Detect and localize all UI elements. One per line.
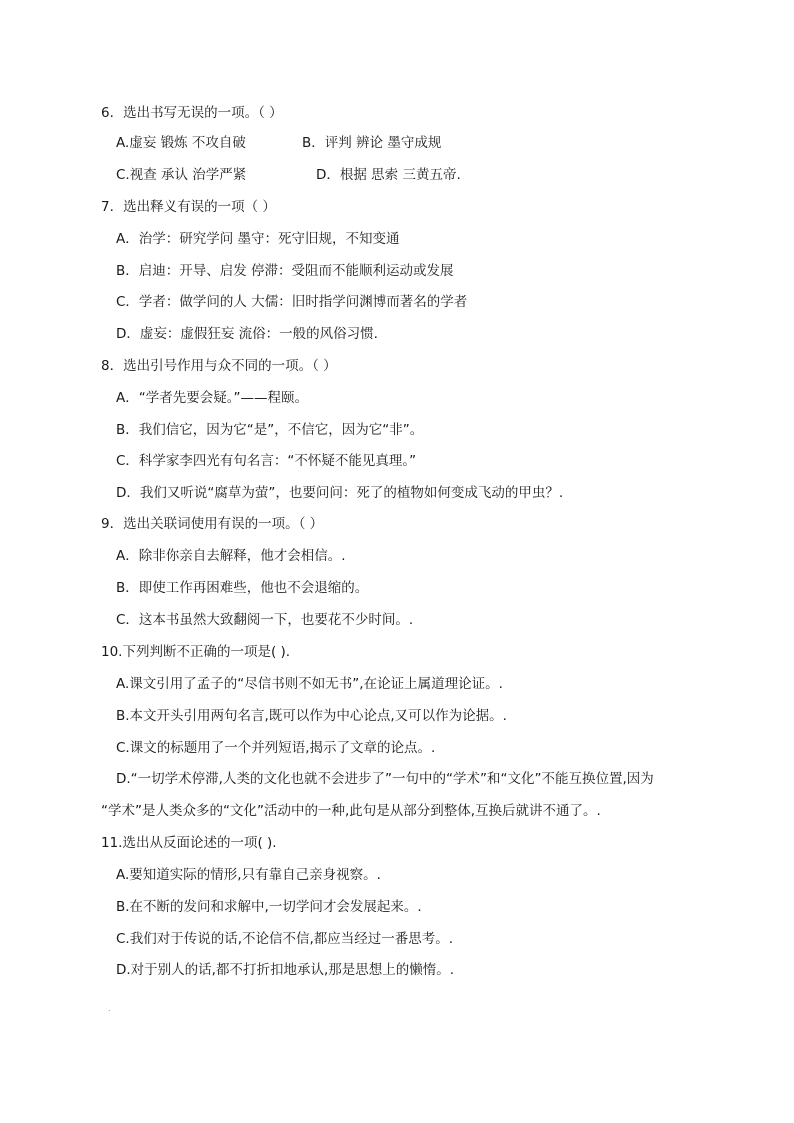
question-8-option-a: A．“学者先要会疑。”——程颐。: [116, 390, 308, 406]
question-10-stem: 10.下列判断不正确的一项是( ).: [101, 644, 291, 660]
question-6-option-a: A.虚妄 锻炼 不攻自破: [116, 135, 246, 151]
question-7-option-b: B．启迪：开导、启发 停滞：受阻而不能顺利运动或发展: [116, 263, 454, 279]
footer-mark: .: [108, 1004, 111, 1013]
question-11-stem: 11.选出从反面论述的一项( ).: [101, 835, 277, 851]
question-11-option-c: C.我们对于传说的话,不论信不信,都应当经过一番思考。.: [116, 931, 454, 947]
question-6-option-d: D．根据 思索 三黄五帝.: [316, 167, 461, 183]
question-6-option-b: B．评判 辨论 墨守成规: [302, 135, 442, 151]
question-8-option-c: C．科学家李四光有句名言：“不怀疑不能见真理。”: [116, 453, 417, 469]
question-9-option-a: A．除非你亲自去解释，他才会相信。.: [116, 548, 346, 564]
question-11-option-d: D.对于别人的话,都不打折扣地承认,那是思想上的懒惰。.: [116, 962, 455, 978]
question-7-option-c: C．学者：做学问的人 大儒：旧时指学问渊博而著名的学者: [116, 294, 468, 310]
question-7-stem: 7．选出释义有误的一项（ ）: [101, 199, 276, 215]
question-6-stem: 6．选出书写无误的一项。（ ）: [101, 105, 283, 121]
question-10-option-b: B.本文开头引用两句名言,既可以作为中心论点,又可以作为论据。.: [116, 708, 507, 724]
question-11-option-b: B.在不断的发问和求解中,一切学问才会发展起来。.: [116, 899, 422, 915]
question-10-option-a: A.课文引用了孟子的“尽信书则不如无书”,在论证上属道理论证。.: [116, 676, 503, 692]
question-8-option-b: B．我们信它，因为它“是”，不信它，因为它“非”。: [116, 422, 424, 438]
question-9-stem: 9．选出关联词使用有误的一项。（ ）: [101, 516, 324, 532]
question-7-option-a: A．治学：研究学问 墨守：死守旧规，不知变通: [116, 231, 400, 247]
question-9-option-b: B．即使工作再困难些，他也不会退缩的。: [116, 580, 369, 596]
question-10-option-d-continued: “学术”是人类众多的“文化”活动中的一种,此句是从部分到整体,互换后就讲不通了。.: [101, 803, 601, 819]
question-10-option-d: D.“一切学术停滞,人类的文化也就不会进步了”一句中的“学术”和“文化”不能互换位置,因为: [116, 771, 654, 787]
question-8-option-d: D．我们又听说“腐草为萤”，也要问问：死了的植物如何变成飞动的甲虫？.: [116, 485, 564, 501]
question-8-stem: 8．选出引号作用与众不同的一项。（ ）: [101, 358, 337, 374]
question-9-option-c: C．这本书虽然大致翻阅一下，也要花不少时间。.: [116, 612, 414, 628]
question-7-option-d: D．虚妄：虚假狂妄 流俗：一般的风俗习惯.: [116, 326, 378, 342]
question-11-option-a: A.要知道实际的情形,只有靠自己亲身视察。.: [116, 867, 381, 883]
question-6-option-c: C.视查 承认 治学严紧: [116, 167, 247, 183]
question-10-option-c: C.课文的标题用了一个并列短语,揭示了文章的论点。.: [116, 740, 436, 756]
